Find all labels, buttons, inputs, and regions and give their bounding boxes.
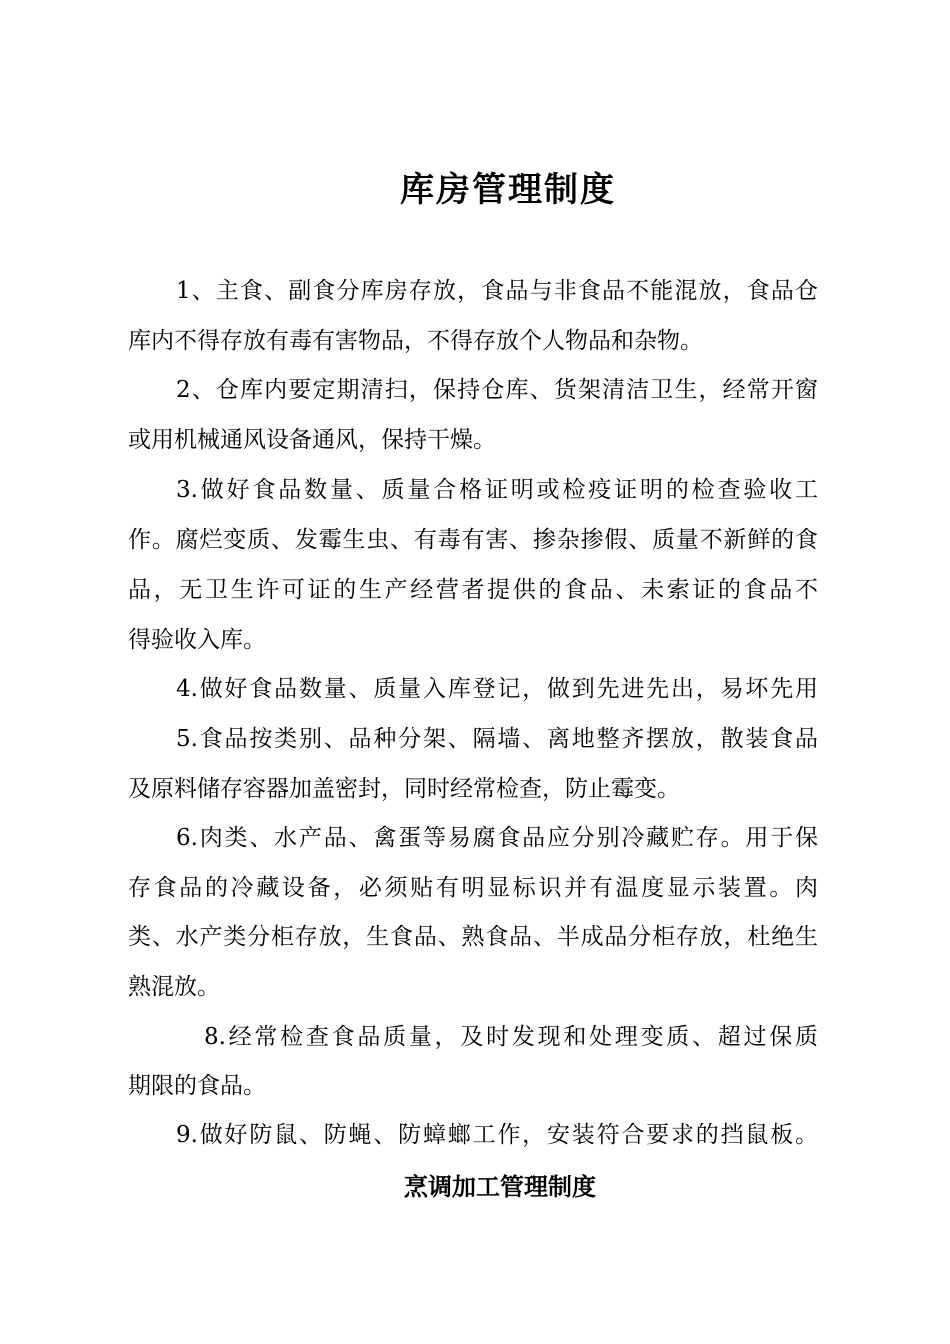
paragraph-line: 9.做好防鼠、防蝇、防蟑螂工作，安装符合要求的挡鼠板。 bbox=[176, 1122, 818, 1148]
paragraph-line: 6.肉类、水产品、禽蛋等易腐食品应分别冷藏贮存。用于保 bbox=[176, 825, 818, 851]
paragraph-line: 熟混放。 bbox=[128, 974, 220, 1000]
paragraph-line: 5.食品按类别、品种分架、隔墙、离地整齐摆放，散装食品 bbox=[176, 726, 818, 752]
section-subtitle: 烹调加工管理制度 bbox=[404, 1173, 596, 1201]
paragraph-line: 或用机械通风设备通风，保持干燥。 bbox=[128, 427, 496, 453]
paragraph-line: 库内不得存放有毒有害物品，不得存放个人物品和杂物。 bbox=[128, 328, 703, 354]
paragraph-line: 3.做好食品数量、质量合格证明或检疫证明的检查验收工 bbox=[176, 477, 818, 503]
paragraph-line: 期限的食品。 bbox=[128, 1073, 266, 1099]
paragraph-line: 及原料储存容器加盖密封，同时经常检查，防止霉变。 bbox=[128, 776, 680, 802]
paragraph-line: 得验收入库。 bbox=[128, 627, 266, 653]
paragraph-line: 8.经常检查食品质量，及时发现和处理变质、超过保质 bbox=[204, 1024, 818, 1050]
paragraph-line: 存食品的冷藏设备，必须贴有明显标识并有温度显示装置。肉 bbox=[128, 875, 818, 901]
paragraph-line: 品，无卫生许可证的生产经营者提供的食品、未索证的食品不 bbox=[128, 577, 818, 603]
paragraph-line: 1、主食、副食分库房存放，食品与非食品不能混放，食品仓 bbox=[176, 278, 818, 304]
page-title: 库房管理制度 bbox=[400, 170, 616, 210]
paragraph-line: 4.做好食品数量、质量入库登记，做到先进先出，易坏先用 bbox=[176, 676, 818, 702]
paragraph-line: 类、水产类分柜存放，生食品、熟食品、半成品分柜存放，杜绝生 bbox=[128, 924, 818, 950]
paragraph-line: 作。腐烂变质、发霉生虫、有毒有害、掺杂掺假、质量不新鲜的食 bbox=[128, 527, 818, 553]
paragraph-line: 2、仓库内要定期清扫，保持仓库、货架清洁卫生，经常开窗 bbox=[176, 377, 818, 403]
